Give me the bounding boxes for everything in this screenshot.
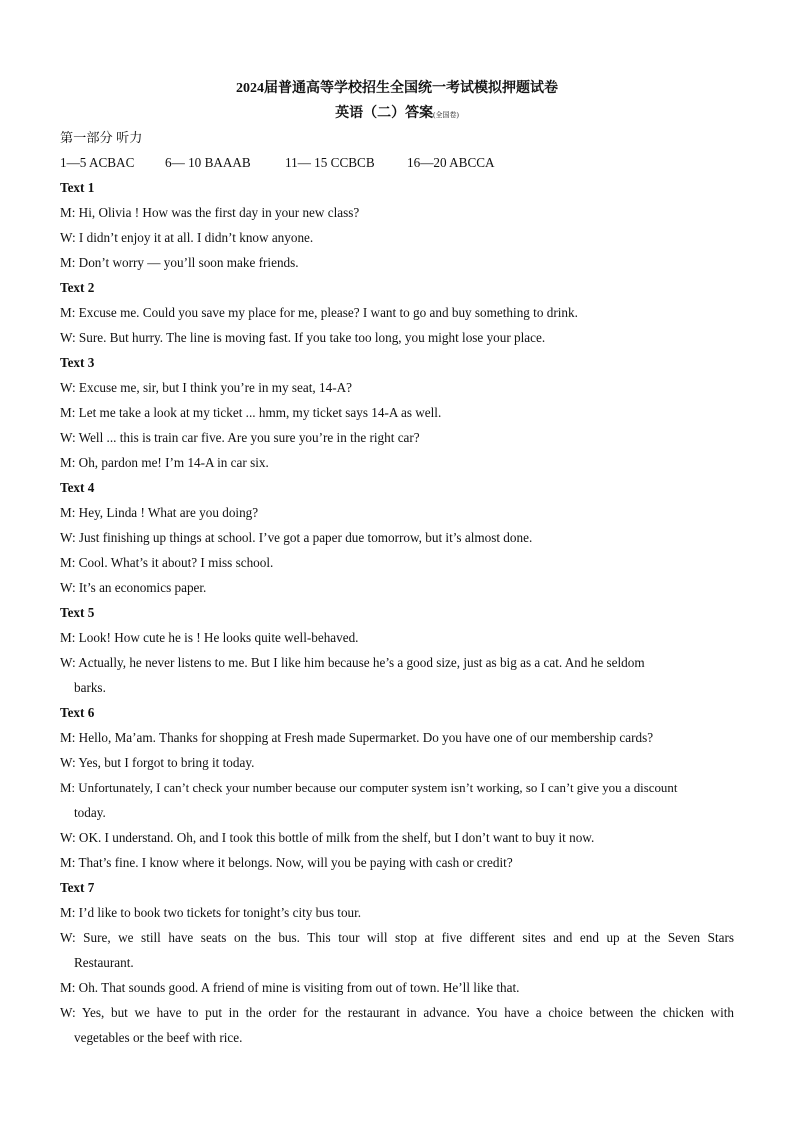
dialogue-line: M: Look! How cute he is ! He looks quite well-behaved. — [60, 630, 359, 645]
dialogue-line: W: Actually, he never listens to me. But I like him because he’s a good size, just as big as a cat. And he seldom — [60, 655, 645, 670]
dialogue-line: M: Cool. What’s it about? I miss school. — [60, 555, 274, 570]
dialogue-line: M: Hello, Ma’am. Thanks for shopping at Fresh made Supermarket. Do you have one of our membership cards? — [60, 730, 654, 745]
dialogue-line: M: Hi, Olivia ! How was the first day in your new class? — [60, 205, 360, 220]
dialogue-line: M: Don’t worry — you’ll soon make friends. — [60, 255, 299, 270]
answer-group-4: 16—20 ABCCA — [407, 155, 495, 170]
dialogue-line: M: Oh. That sounds good. A friend of mine is visiting from out of town. He’ll like that. — [60, 980, 520, 995]
document-subtitle — [0, 105, 794, 124]
text-heading: Text 7 — [60, 880, 95, 895]
text-heading: Text 1 — [60, 180, 95, 195]
dialogue-line: W: Well ... this is train car five. Are you sure you’re in the right car? — [60, 430, 420, 445]
dialogue-line: M: Oh, pardon me! I’m 14-A in car six. — [60, 455, 269, 470]
dialogue-line: W: Yes, but we have to put in the order for the restaurant in advance. You have a choice between the chicken with — [60, 1005, 734, 1020]
dialogue-line-continued: barks. — [74, 680, 106, 695]
dialogue-line: M: Excuse me. Could you save my place for me, please? I want to go and buy something to drink. — [60, 305, 578, 320]
subtitle-note: (全国卷) — [433, 111, 459, 119]
answer-group-1: 1—5 ACBAC — [60, 155, 135, 170]
document-title: 2024届普通高等学校招生全国统一考试模拟押题试卷 — [236, 81, 558, 96]
dialogue-line: W: It’s an economics paper. — [60, 580, 207, 595]
text-heading: Text 6 — [60, 705, 95, 720]
dialogue-line: W: Yes, but I forgot to bring it today. — [60, 755, 255, 770]
dialogue-line: W: Sure. But hurry. The line is moving fast. If you take too long, you might lose your place. — [60, 330, 546, 345]
text-heading: Text 5 — [60, 605, 95, 620]
dialogue-line: M: Unfortunately, I can’t check your number because our computer system isn’t working, so I can’t give you a discount — [60, 781, 678, 795]
answer-row — [60, 154, 734, 172]
dialogue-line-continued: today. — [74, 805, 106, 820]
dialogue-line: M: Hey, Linda ! What are you doing? — [60, 505, 259, 520]
dialogue-line: W: Sure, we still have seats on the bus. This tour will stop at five different sites and end up at the Seven Stars — [60, 930, 734, 945]
dialogue-line: W: Excuse me, sir, but I think you’re in my seat, 14-A? — [60, 380, 352, 395]
dialogue-line: W: Just finishing up things at school. I’ve got a paper due tomorrow, but it’s almost done. — [60, 530, 533, 545]
section-heading: 第一部分 听力 — [60, 130, 143, 145]
dialogue-line: M: That’s fine. I know where it belongs. Now, will you be paying with cash or credit? — [60, 855, 513, 870]
text-heading: Text 3 — [60, 355, 95, 370]
text-heading: Text 4 — [60, 480, 95, 495]
dialogue-line: W: I didn’t enjoy it at all. I didn’t know anyone. — [60, 230, 314, 245]
subtitle-text: 英语（二）答案 — [335, 106, 434, 121]
dialogue-line: M: Let me take a look at my ticket ... hmm, my ticket says 14-A as well. — [60, 405, 442, 420]
dialogue-line-continued: vegetables or the beef with rice. — [74, 1030, 243, 1045]
dialogue-line: M: I’d like to book two tickets for tonight’s city bus tour. — [60, 905, 362, 920]
answer-group-2: 6— 10 BAAAB — [165, 155, 251, 170]
dialogue-line: W: OK. I understand. Oh, and I took this bottle of milk from the shelf, but I don’t want to buy it now. — [60, 830, 595, 845]
text-heading: Text 2 — [60, 280, 95, 295]
dialogue-line-continued: Restaurant. — [74, 955, 134, 970]
answer-group-3: 11— 15 CCBCB — [285, 155, 375, 170]
